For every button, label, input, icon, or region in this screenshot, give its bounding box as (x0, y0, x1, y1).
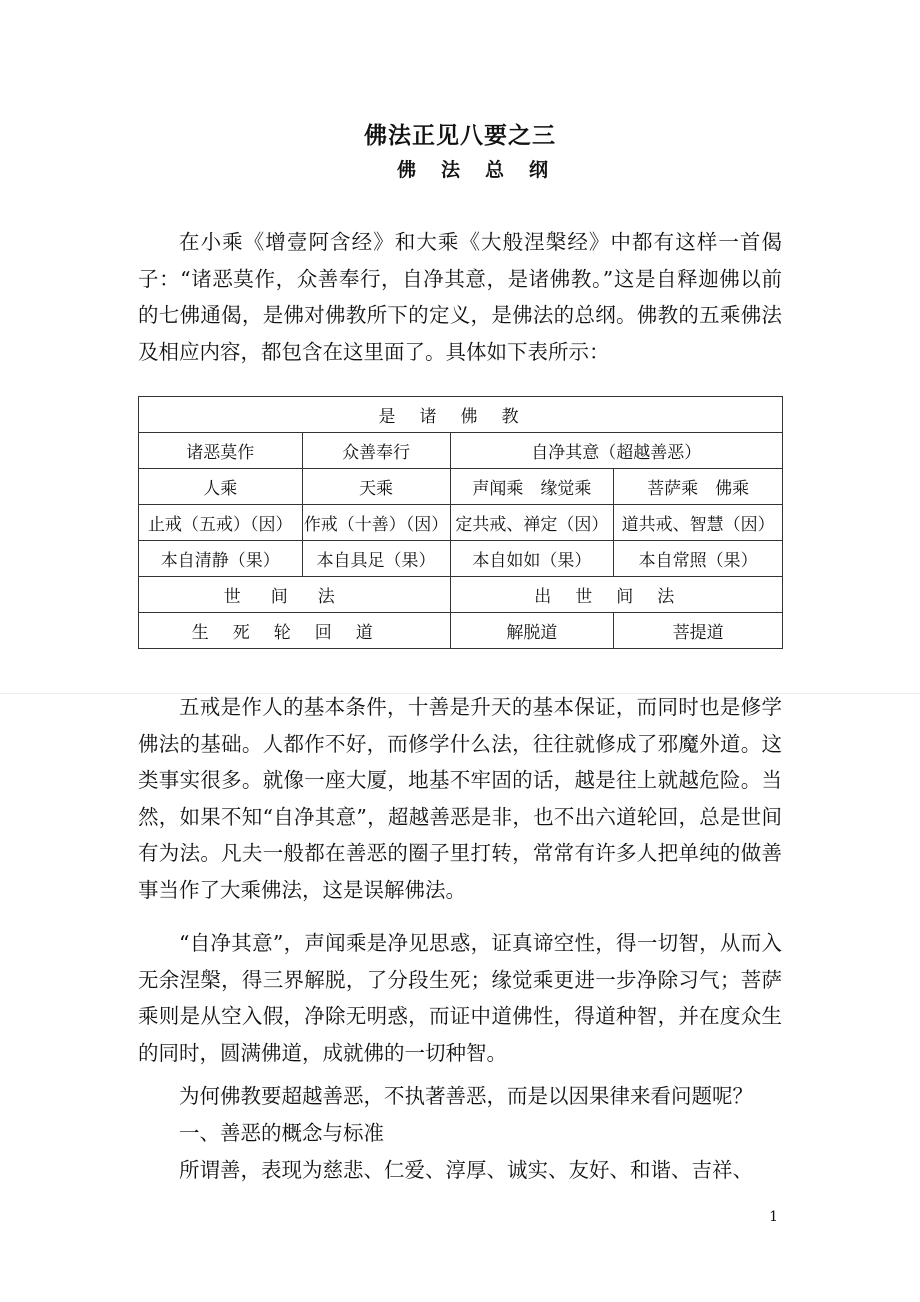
table-cell: 人乘 (139, 469, 303, 505)
table-row (139, 541, 783, 577)
summary-table (138, 396, 783, 649)
table-cell: 生死轮回道 (139, 613, 451, 649)
table-cell: 众善奉行 (302, 433, 450, 469)
paragraph-body: “自净其意”，声闻乘是净见思惑，证真谛空性，得一切智，从而入无余涅槃，得三界解脱，了分段生死；缘觉乘更进一步净除习气；菩萨乘则是从空入假，净除无明惑，而证中道佛性，得道种智，并在度众生的同时，圆满佛道，成就佛的一切种智。 (138, 931, 782, 1065)
paragraph-body: 为何佛教要超越善恶，不执著善恶，而是以因果律来看问题呢？ (179, 1084, 753, 1108)
table-cell: 本自具足（果） (302, 541, 450, 577)
table-cell: 自净其意（超越善恶） (450, 433, 782, 469)
table-cell: 定共戒、禅定（因） (450, 505, 614, 541)
table-cell: 诸恶莫作 (139, 433, 303, 469)
table-header-cell: 是诸佛教 (139, 397, 783, 433)
table-row (139, 577, 783, 613)
table-cell: 声闻乘 缘觉乘 (450, 469, 614, 505)
table-row (139, 433, 783, 469)
table-cell: 出世间法 (450, 577, 782, 613)
table-cell: 世间法 (139, 577, 451, 613)
table-row (139, 505, 783, 541)
table-cell: 天乘 (302, 469, 450, 505)
table-row (139, 613, 783, 649)
table-cell: 本自清静（果） (139, 541, 303, 577)
table-cell: 菩萨乘 佛乘 (614, 469, 783, 505)
paragraph-body: 五戒是作人的基本条件，十善是升天的基本保证，而同时也是修学佛法的基础。人都作不好，而修学什么法，往往就修成了邪魔外道。这类事实很多。就像一座大厦，地基不牢固的话，越是往上就越危险。当然，如果不知“自净其意”，超越善恶是非，也不出六道轮回，总是世间有为法。凡夫一般都在善恶的圈子里打转，常常有许多人把单纯的做善事当作了大乘佛法，这是误解佛法。 (138, 695, 782, 902)
paragraph-intro: 在小乘《增壹阿含经》和大乘《大般涅槃经》中都有这样一首偈子：“诸恶莫作，众善奉行，自净其意，是诸佛教。”这是自释迦佛以前的七佛通偈，是佛对佛教所下的定义，是佛法的总纲。佛教的五乘佛法及相应内容，都包含在这里面了。具体如下表所示： (138, 230, 782, 364)
paragraph-body: 所谓善，表现为慈悲、仁爱、淳厚、诚实、友好、和谐、吉祥、 (179, 1158, 753, 1182)
page-number: 1 (769, 1209, 778, 1225)
table-row (139, 469, 783, 505)
page-title: 佛法正见八要之三 (364, 123, 556, 149)
table-cell: 本自如如（果） (450, 541, 614, 577)
table-cell: 作戒（十善）（因） (302, 505, 450, 541)
table-cell: 菩提道 (614, 613, 783, 649)
table-cell: 止戒（五戒）（因） (139, 505, 303, 541)
table-row (139, 397, 783, 433)
page-subtitle: 佛法总纲 (396, 159, 573, 181)
table-cell: 本自常照（果） (614, 541, 783, 577)
table-cell: 道共戒、智慧（因） (614, 505, 783, 541)
section-heading: 一、善恶的概念与标准 (179, 1121, 384, 1145)
table-cell: 解脱道 (450, 613, 614, 649)
